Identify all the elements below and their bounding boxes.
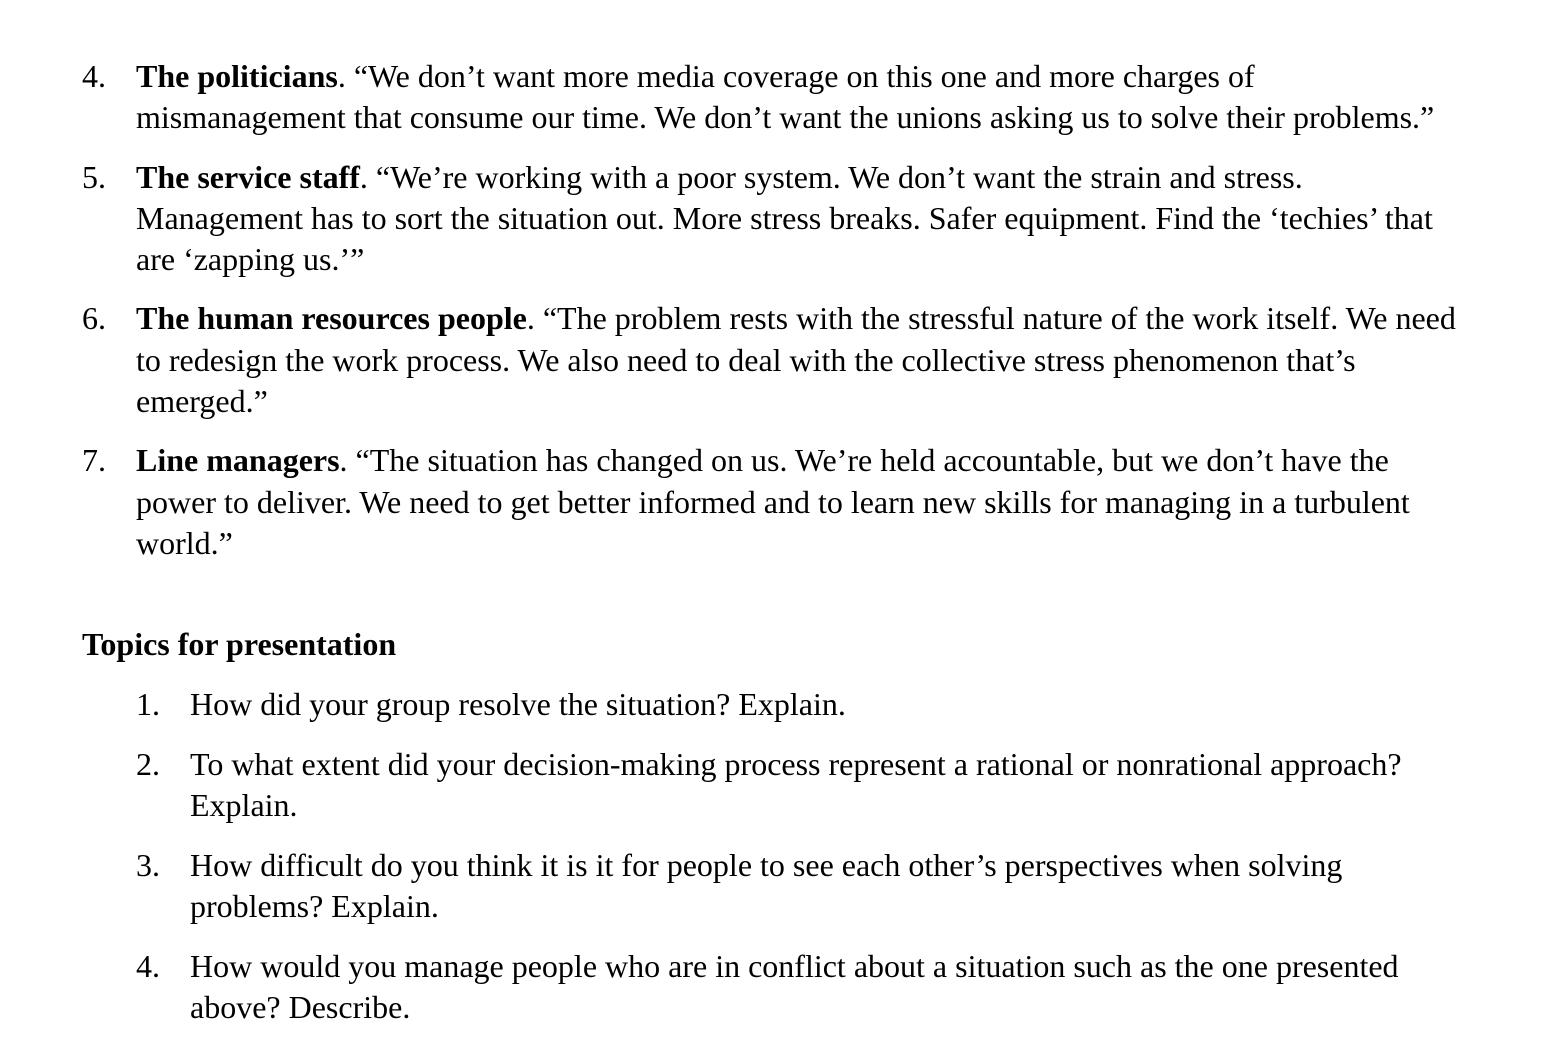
topic-item xyxy=(136,946,1472,1029)
item-number: 5. xyxy=(82,158,106,195)
topic-item xyxy=(136,744,1472,827)
item-number: 3. xyxy=(136,846,160,883)
stakeholder-quote: . “We’re working with a poor system. We don’t want the strain and stress. Management has to sort the situation out. More stress breaks. Safer equipment. Find the ‘techies’ that are ‘zapping us.’” xyxy=(136,158,1433,278)
stakeholder-item-service-staff xyxy=(82,157,1472,281)
stakeholder-role: The human resources people xyxy=(136,300,527,337)
stakeholder-item-politicians xyxy=(82,56,1472,139)
item-number: 2. xyxy=(136,745,160,782)
topic-text: To what extent did your decision-making process represent a rational or nonrational approach? Explain. xyxy=(190,745,1402,824)
stakeholder-role: The politicians xyxy=(136,58,338,94)
stakeholder-quote: . “The situation has changed on us. We’re held accountable, but we don’t have the power to deliver. We need to get better informed and to learn new skills for managing in a turbulent world.” xyxy=(136,442,1410,561)
item-number: 7. xyxy=(82,442,106,479)
topic-text: How would you manage people who are in conflict about a situation such as the one presented above? Describe. xyxy=(190,947,1399,1026)
stakeholder-item-human-resources xyxy=(82,298,1472,422)
item-number: 4. xyxy=(136,947,160,984)
topic-text: How difficult do you think it is it for people to see each other’s perspectives when solving problems? Explain. xyxy=(190,846,1343,925)
stakeholder-quote: . “The problem rests with the stressful nature of the work itself. We need to redesign the work process. We also need to deal with the collective stress phenomenon that’s emerged.” xyxy=(136,300,1456,420)
item-number: 1. xyxy=(136,686,160,722)
item-number: 4. xyxy=(82,58,106,94)
stakeholder-role: The service staff xyxy=(136,158,360,195)
item-number: 6. xyxy=(82,300,106,337)
topic-item xyxy=(136,845,1472,928)
topic-item xyxy=(136,684,1472,725)
stakeholder-quote: . “We don’t want more media coverage on this one and more charges of mismanagement that consume our time. We don’t want the unions asking us to solve their problems.” xyxy=(136,58,1435,136)
stakeholder-role: Line managers xyxy=(136,442,340,479)
section-heading: Topics for presentation xyxy=(82,626,397,662)
topic-text: How did your group resolve the situation? Explain. xyxy=(190,686,846,722)
stakeholder-list xyxy=(82,56,1472,582)
topic-list xyxy=(136,684,1472,1047)
stakeholder-item-line-managers xyxy=(82,440,1472,564)
